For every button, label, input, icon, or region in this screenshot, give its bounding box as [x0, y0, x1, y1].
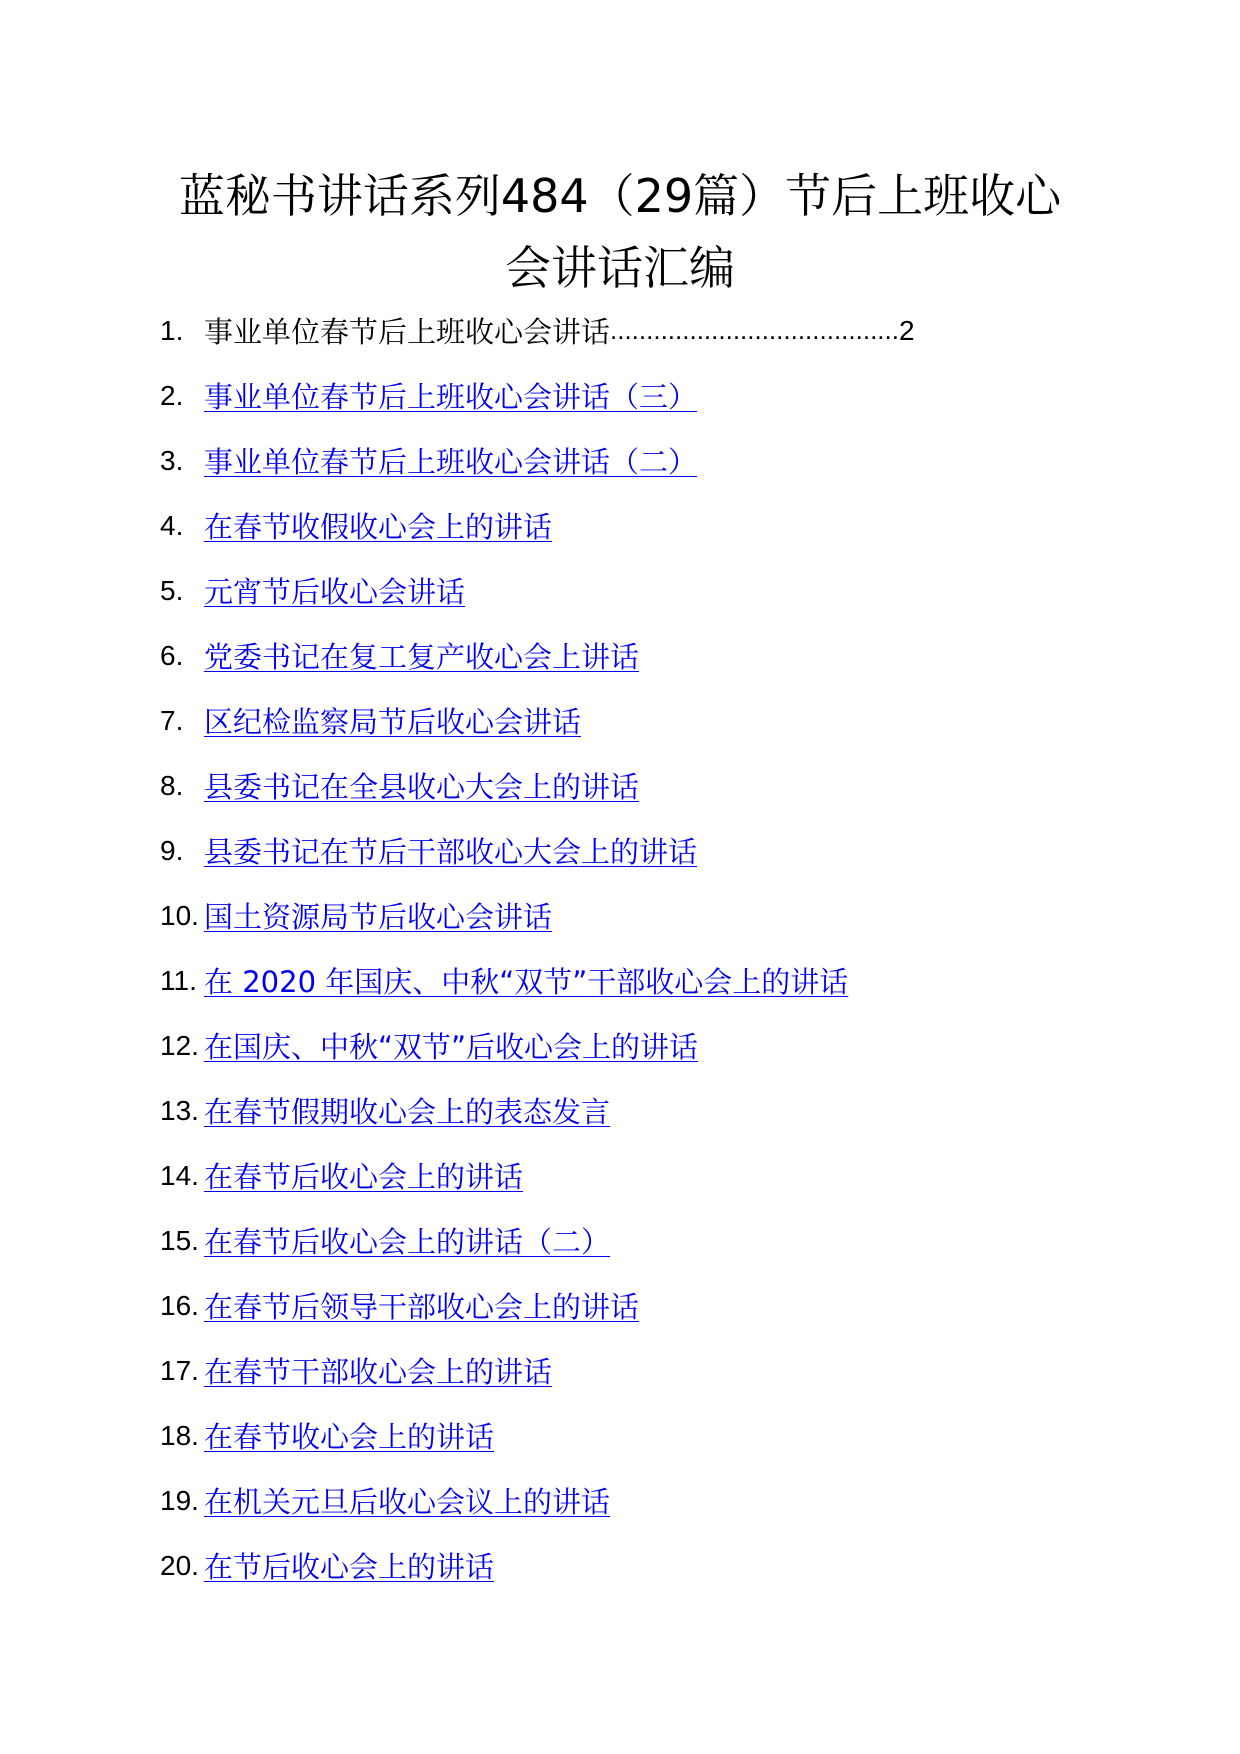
toc-entry-10[interactable] [160, 883, 1060, 948]
toc-page-number: 2 [898, 314, 915, 346]
toc-entry-19[interactable] [160, 1468, 1060, 1533]
toc-entry-link[interactable]: 在春节后收心会上的讲话（二） [204, 1225, 611, 1259]
toc-entry-title[interactable]: 事业单位春节后上班收心会讲话 [204, 315, 611, 349]
toc-entry-number: 5. [160, 574, 184, 606]
toc-entry-link[interactable]: 在春节后收心会上的讲话 [204, 1160, 524, 1194]
toc-entry-link[interactable]: 在春节假期收心会上的表态发言 [204, 1095, 611, 1129]
toc-entry-link[interactable]: 党委书记在复工复产收心会上讲话 [204, 640, 640, 674]
toc-entry-number: 10. [160, 899, 199, 931]
toc-entry-link[interactable]: 县委书记在全县收心大会上的讲话 [204, 770, 640, 804]
toc-entry-number: 11. [160, 964, 197, 996]
toc-entry-link[interactable]: 事业单位春节后上班收心会讲话（三） [204, 380, 698, 414]
toc-entry-number: 9. [160, 834, 184, 866]
toc-entry-number: 2. [160, 379, 184, 411]
toc-entry-number: 13. [160, 1094, 199, 1126]
toc-entry-link[interactable]: 县委书记在节后干部收心大会上的讲话 [204, 835, 698, 869]
toc-entry-link[interactable]: 在国庆、中秋“双节”后收心会上的讲话 [204, 1030, 699, 1064]
toc-entry-link[interactable]: 在 2020 年国庆、中秋“双节”干部收心会上的讲话 [204, 965, 849, 999]
toc-entry-9[interactable] [160, 818, 1060, 883]
toc-entry-number: 15. [160, 1224, 199, 1256]
toc-entry-number: 14. [160, 1159, 199, 1191]
toc-entry-number: 8. [160, 769, 184, 801]
toc-entry-15[interactable] [160, 1208, 1060, 1273]
toc-entry-number: 18. [160, 1419, 199, 1451]
toc-entry-8[interactable] [160, 753, 1060, 818]
toc-entry-number: 16. [160, 1289, 199, 1321]
toc-entry-link[interactable]: 在春节干部收心会上的讲话 [204, 1355, 553, 1389]
toc-entry-link[interactable]: 在春节后领导干部收心会上的讲话 [204, 1290, 640, 1324]
toc-entry-link[interactable]: 在机关元旦后收心会议上的讲话 [204, 1485, 611, 1519]
toc-entry-1[interactable] [160, 298, 1060, 363]
title-line-2: 会讲话汇编 [505, 241, 735, 295]
toc-entry-link[interactable]: 在节后收心会上的讲话 [204, 1550, 495, 1584]
toc-entry-12[interactable] [160, 1013, 1060, 1078]
toc-entry-link[interactable]: 在春节收假收心会上的讲话 [204, 510, 553, 544]
title-line-1: 蓝秘书讲话系列484（29篇）节后上班收心 [178, 169, 1062, 223]
toc-entry-20[interactable] [160, 1533, 1060, 1598]
toc-entry-3[interactable] [160, 428, 1060, 493]
toc-entry-number: 4. [160, 509, 184, 541]
toc-entry-13[interactable] [160, 1078, 1060, 1143]
toc-entry-17[interactable] [160, 1338, 1060, 1403]
toc-entry-7[interactable] [160, 688, 1060, 753]
toc-entry-link[interactable]: 事业单位春节后上班收心会讲话（二） [204, 445, 698, 479]
toc-entry-link[interactable]: 元宵节后收心会讲话 [204, 575, 466, 609]
document-title [140, 160, 1100, 304]
toc-entry-number: 19. [160, 1484, 199, 1516]
toc-entry-link[interactable]: 在春节收心会上的讲话 [204, 1420, 495, 1454]
toc-dot-leader: ........................................ [610, 315, 899, 345]
table-of-contents [160, 298, 1060, 1598]
toc-entry-number: 12. [160, 1029, 199, 1061]
toc-entry-5[interactable] [160, 558, 1060, 623]
toc-entry-number: 6. [160, 639, 184, 671]
toc-entry-4[interactable] [160, 493, 1060, 558]
toc-entry-11[interactable] [160, 948, 1060, 1013]
toc-entry-number: 17. [160, 1354, 199, 1386]
toc-entry-link[interactable]: 区纪检监察局节后收心会讲话 [204, 705, 582, 739]
toc-entry-2[interactable] [160, 363, 1060, 428]
toc-entry-14[interactable] [160, 1143, 1060, 1208]
toc-entry-link[interactable]: 国土资源局节后收心会讲话 [204, 900, 553, 934]
toc-entry-number: 7. [160, 704, 184, 736]
toc-entry-number: 1. [160, 314, 184, 346]
toc-entry-number: 20. [160, 1549, 199, 1581]
toc-entry-number: 3. [160, 444, 184, 476]
toc-entry-18[interactable] [160, 1403, 1060, 1468]
toc-entry-16[interactable] [160, 1273, 1060, 1338]
toc-entry-6[interactable] [160, 623, 1060, 688]
